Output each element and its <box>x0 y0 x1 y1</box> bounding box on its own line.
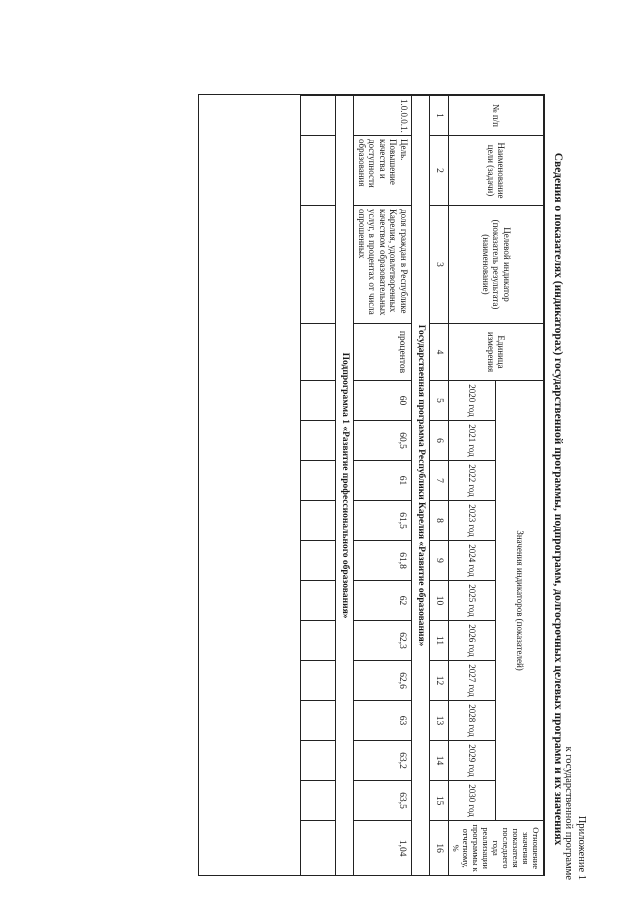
table-row <box>354 96 412 876</box>
header-year: 2023 год <box>449 501 497 541</box>
row-ratio: 1,04 <box>354 821 412 876</box>
column-number: 4 <box>430 324 449 381</box>
subprogram-title-row <box>336 96 354 876</box>
rotated-document-sheet <box>190 94 590 894</box>
column-number: 14 <box>430 741 449 781</box>
column-number: 8 <box>430 501 449 541</box>
row-unit: процентов <box>354 324 412 381</box>
header-goal: Наименование цели (задачи) <box>449 136 544 206</box>
column-number: 9 <box>430 541 449 581</box>
row-indicator: доля граждан в Республике Карелия, удовлетворенных качеством образовательных услуг, в процентах от числа опрошенных <box>354 206 412 324</box>
column-number: 10 <box>430 581 449 621</box>
header-year: 2025 год <box>449 581 497 621</box>
column-number: 7 <box>430 461 449 501</box>
column-number: 2 <box>430 136 449 206</box>
indicators-table <box>301 95 545 876</box>
appendix-note <box>562 747 588 880</box>
header-year: 2022 год <box>449 461 497 501</box>
document-title: Сведения о показателях (индикаторах) государственной программы, подпрограмм, долгосрочных целевых программ и их значениях <box>552 152 564 846</box>
column-numbers-row <box>430 96 449 876</box>
header-unit: Единица измерения <box>449 324 544 381</box>
appendix-line-2: к государственной программе <box>563 746 574 880</box>
row-value: 60 <box>354 381 412 421</box>
column-number: 16 <box>430 821 449 876</box>
appendix-line-1: Приложение 1 <box>576 815 587 880</box>
header-year: 2020 год <box>449 381 497 421</box>
column-number: 6 <box>430 421 449 461</box>
column-number: 3 <box>430 206 449 324</box>
column-number: 11 <box>430 621 449 661</box>
column-number: 5 <box>430 381 449 421</box>
header-year: 2024 год <box>449 541 497 581</box>
program-title: Государственная программа Республики Карелия «Развитие образования» <box>412 96 430 876</box>
header-year: 2030 год <box>449 781 497 821</box>
header-number: № п/п <box>449 96 544 136</box>
column-number: 1 <box>430 96 449 136</box>
row-value: 61,8 <box>354 541 412 581</box>
row-number: 1.0.0.0.1. <box>354 96 412 136</box>
header-year: 2026 год <box>449 621 497 661</box>
row-value: 63 <box>354 701 412 741</box>
indicators-table-frame <box>198 94 545 876</box>
column-number: 12 <box>430 661 449 701</box>
subprogram-title: Подпрограмма 1 «Развитие профессионального образования» <box>336 96 354 876</box>
header-year: 2028 год <box>449 701 497 741</box>
header-values-group: Значения индикаторов (показателей) <box>496 381 544 821</box>
row-value: 63,5 <box>354 781 412 821</box>
row-value: 63,2 <box>354 741 412 781</box>
header-year: 2027 год <box>449 661 497 701</box>
row-goal: Цель. Повышение качества и доступности образования <box>354 136 412 206</box>
blank-row <box>301 96 336 876</box>
row-value: 62,6 <box>354 661 412 701</box>
column-number: 15 <box>430 781 449 821</box>
row-value: 61 <box>354 461 412 501</box>
header-indicator: Целевой индикатор (показатель результата) (наименование) <box>449 206 544 324</box>
program-title-row <box>412 96 430 876</box>
row-value: 62,3 <box>354 621 412 661</box>
row-value: 60,5 <box>354 421 412 461</box>
header-row-top <box>496 96 544 876</box>
header-year: 2021 год <box>449 421 497 461</box>
header-year: 2029 год <box>449 741 497 781</box>
row-value: 62 <box>354 581 412 621</box>
header-ratio: Отношение значения показателя последнего года реализации программы к отчетному, % <box>449 821 544 876</box>
column-number: 13 <box>430 701 449 741</box>
row-value: 61,5 <box>354 501 412 541</box>
